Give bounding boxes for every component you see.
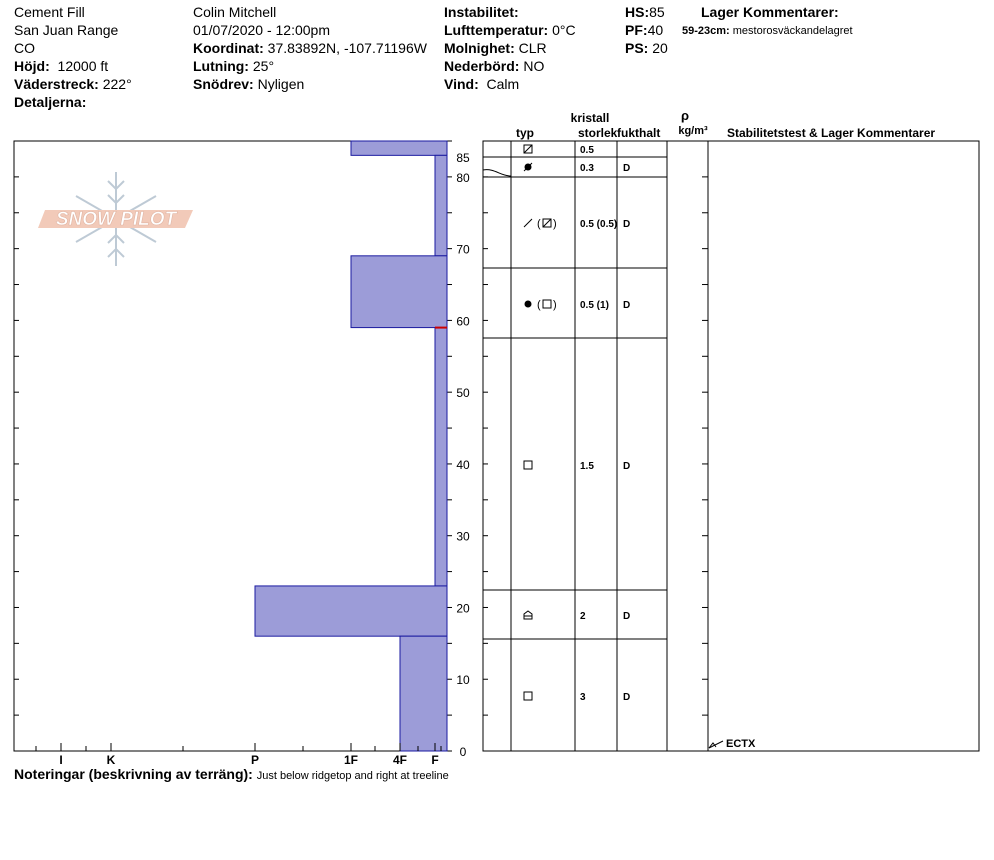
- hardness-tick-label: 1F: [343, 753, 359, 767]
- paren-close-icon: ): [553, 218, 557, 230]
- notes-text: Just below ridgetop and right at treeline: [256, 770, 449, 782]
- precip-row: [444, 57, 576, 75]
- moisture-cell: D: [623, 219, 631, 230]
- coordinate-value: 37.83892N, -107.71196W: [267, 40, 427, 56]
- header-col1: [14, 3, 132, 111]
- elevation-row: [14, 57, 132, 75]
- aspect-value: 222°: [102, 76, 132, 92]
- hardness-bar: [351, 141, 447, 155]
- ps-row: [625, 39, 668, 57]
- depth-tick-label: 80: [456, 170, 470, 185]
- precip-label: Nederbörd:: [444, 58, 520, 74]
- layer-comment-text: mestorosväckandelagret: [732, 25, 853, 37]
- moisture-cell: D: [623, 461, 631, 472]
- crystal-size-cell: 2: [580, 611, 586, 622]
- snowpilot-logo: [38, 172, 193, 266]
- aspect-row: [14, 75, 132, 93]
- wind-loading-row: [193, 75, 427, 93]
- ps-label: PS:: [625, 40, 649, 56]
- layer-comment-range: 59-23cm:: [682, 25, 730, 37]
- hardness-right-ticks: [447, 141, 452, 751]
- faceted-grain-icon: [543, 300, 551, 308]
- crystal-size-cell: 0.5 (1): [580, 300, 609, 311]
- crystal-size-cell: 0.5 (0.5): [580, 219, 618, 230]
- hardness-tick-label: 4F: [392, 753, 408, 767]
- paren-open-icon: (: [537, 299, 541, 311]
- coordinate-label: Koordinat:: [193, 40, 264, 56]
- air-temp-row: [444, 21, 576, 39]
- hardness-left-ticks: [14, 141, 19, 751]
- pf-label: PF:: [625, 22, 648, 38]
- slope-label: Lutning:: [193, 58, 249, 74]
- moisture-cell: D: [623, 611, 631, 622]
- air-temp-value: 0°C: [552, 22, 576, 38]
- paren-close-icon: ): [553, 299, 557, 311]
- depth-tick-label: 30: [456, 529, 470, 544]
- sky-label: Molnighet:: [444, 40, 515, 56]
- elevation-label: Höjd:: [14, 58, 50, 74]
- instability-row: [444, 3, 576, 21]
- slope-row: [193, 57, 427, 75]
- surface-connector: [483, 170, 511, 176]
- crystal-header: kristall: [570, 111, 610, 125]
- hs-label: HS:: [625, 4, 650, 20]
- crystal-size-cell: 1.5: [580, 461, 594, 472]
- hardness-axis: [36, 743, 441, 767]
- moisture-cell: D: [623, 163, 631, 174]
- header-col2: [193, 3, 427, 93]
- hs-tick-label: 85: [456, 151, 470, 165]
- ps-value: 20: [652, 40, 668, 56]
- layer-table-frame: [483, 141, 979, 751]
- pf-value: 40: [647, 22, 664, 38]
- layer-comments-title: Lager Kommentarer:: [701, 4, 839, 20]
- precip-value: NO: [523, 58, 545, 74]
- mountain-range: San Juan Range: [14, 22, 119, 38]
- notes-label: Noteringar (beskrivning av terräng):: [14, 766, 253, 782]
- depth-tick-label: 40: [456, 457, 470, 472]
- details-label: Detaljerna:: [14, 94, 87, 110]
- logo-text: SNOW PILOT: [55, 209, 177, 230]
- wind-loading-label: Snödrev:: [193, 76, 254, 92]
- moisture-header: fukthalt: [617, 126, 661, 140]
- decomposing-slash-icon: [543, 219, 551, 227]
- hardness-bar: [435, 328, 447, 586]
- depth-tick-label: 20: [456, 601, 470, 616]
- hardness-tick-label: I: [59, 753, 63, 767]
- instability-label: Instabilitet:: [444, 4, 519, 20]
- hardness-bar: [351, 256, 447, 328]
- notes-row: [14, 765, 449, 785]
- size-header: storlek: [578, 126, 618, 140]
- depth-tick-label: 10: [456, 673, 470, 688]
- wind-loading-value: Nyligen: [257, 76, 305, 92]
- depth-tick-label: 0: [459, 745, 467, 759]
- faceted-grain-icon: [524, 692, 532, 700]
- stability-test-label: ECTX: [726, 738, 756, 750]
- pf-row: [625, 21, 668, 39]
- type-header: typ: [516, 126, 534, 140]
- coordinate-row: [193, 39, 427, 57]
- faceted-grain-icon: [524, 461, 532, 469]
- hardness-bars: [255, 141, 447, 751]
- hardness-tick-label: F: [431, 753, 439, 767]
- slope-value: 25°: [252, 58, 275, 74]
- moisture-cell: D: [623, 300, 631, 311]
- wind-label: Vind:: [444, 76, 479, 92]
- wind-value: Calm: [486, 76, 520, 92]
- header-col4: [625, 3, 668, 57]
- stability-test-arrowhead: [709, 743, 716, 748]
- hardness-tick-label: P: [250, 753, 260, 767]
- hardness-tick-label: K: [106, 753, 116, 767]
- moisture-cell: D: [623, 692, 631, 703]
- paren-open-icon: (: [537, 218, 541, 230]
- observation-datetime: 01/07/2020 - 12:00pm: [193, 22, 330, 38]
- depth-tick-label: 50: [456, 386, 470, 401]
- stability-header: Stabilitetstest & Lager Kommentarer: [727, 126, 936, 140]
- depth-hoar-icon: [524, 611, 532, 619]
- hardness-chart-frame: [14, 141, 447, 751]
- hs-value: 85: [649, 4, 665, 20]
- air-temp-label: Lufttemperatur:: [444, 22, 549, 38]
- elevation-value: 12000 ft: [57, 58, 109, 74]
- hs-row: [625, 3, 668, 21]
- density-column-ticks: [483, 141, 708, 751]
- location-name: Cement Fill: [14, 4, 85, 20]
- wind-row: [444, 75, 576, 93]
- hardness-bar: [400, 636, 447, 751]
- depth-tick-label: 70: [456, 242, 470, 257]
- depth-tick-label: 60: [456, 314, 470, 329]
- snow-profile-diagram: [0, 100, 994, 860]
- hardness-bar: [255, 586, 447, 636]
- sky-value: CLR: [518, 40, 547, 56]
- decomposing-slash-icon: [524, 145, 532, 153]
- density-unit-header: kg/m³: [678, 125, 708, 137]
- layer-comment-entry: [682, 22, 853, 40]
- crystal-size-cell: 3: [580, 692, 586, 703]
- aspect-label: Väderstreck:: [14, 76, 99, 92]
- rounded-grain-icon: [525, 301, 532, 308]
- header-col3: [444, 3, 576, 93]
- sky-row: [444, 39, 576, 57]
- observer-name: Colin Mitchell: [193, 4, 277, 20]
- state: CO: [14, 40, 35, 56]
- depth-axis: [456, 151, 470, 759]
- crystal-size-cell: 0.3: [580, 163, 594, 174]
- decomposing-fragment-icon: [524, 219, 532, 227]
- crystal-size-cell: 0.5: [580, 145, 594, 156]
- hardness-bar: [435, 155, 447, 255]
- rho-header: ρ: [680, 108, 690, 123]
